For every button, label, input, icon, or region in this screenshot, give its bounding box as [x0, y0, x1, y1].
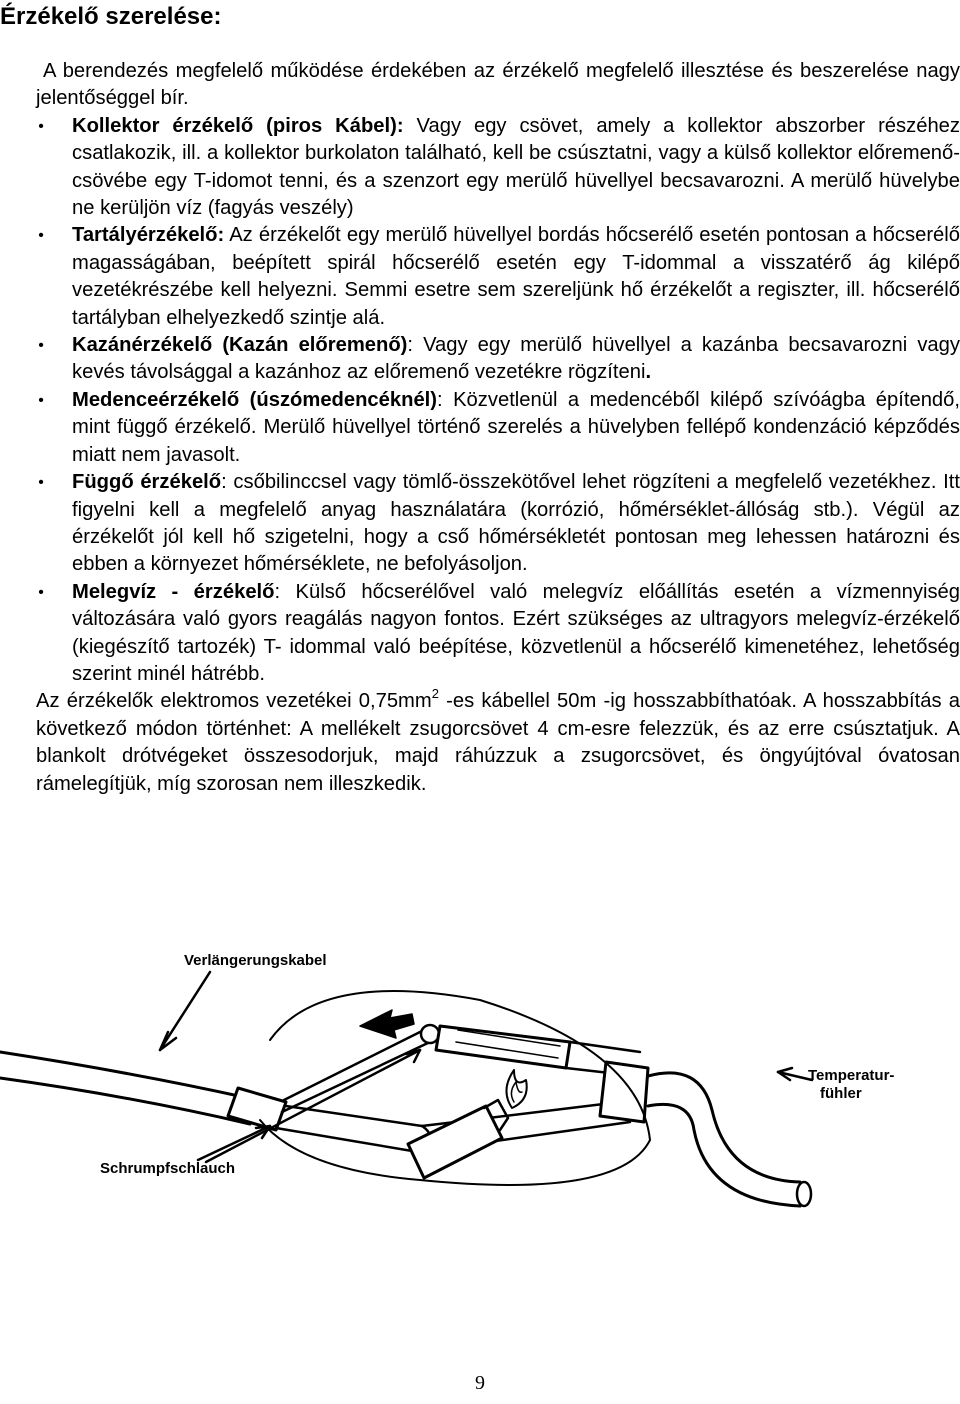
label-extension-cable: Verlängerungskabel — [184, 952, 327, 969]
page-title: Érzékelő szerelése: — [0, 3, 222, 30]
cable-extension-illustration — [0, 930, 960, 1210]
item-text: : Vagy egy merülő hüvellyel a kazánba becsavarozni vagy kevés távolsággal a kazánhoz az előremenő vezetékre rögzíteni — [72, 334, 960, 384]
list-item — [36, 113, 960, 223]
bullet-icon: • — [38, 227, 44, 245]
bullet-icon: • — [38, 474, 44, 492]
item-label: Medenceérzékelő (úszómedencéknél) — [72, 388, 438, 411]
bullet-icon: • — [38, 117, 44, 135]
list-item — [36, 579, 960, 689]
item-label: Kollektor érzékelő (piros Kábel): — [72, 114, 404, 137]
item-tail: . — [645, 361, 652, 384]
item-text: Az érzékelőt egy merülő hüvellyel bordás hőcserélő esetén pontosan a hőcserélő magasságában, beépített spirál hőcserélő esetén egy T-idommal a visszatérő ág kilépő vezetékrészébe kell helyezni. Semmi esetre sem szereljünk hő érzékelőt a regiszter, ill. hőcserélő tartályban elhelyezkedő szintje alá. — [72, 224, 960, 329]
closing-superscript: 2 — [431, 686, 439, 702]
sensor-list — [36, 113, 960, 689]
closing-text-start: Az érzékelők elektromos vezetékei 0,75mm — [36, 690, 432, 713]
list-item — [36, 469, 960, 579]
item-label: Függő érzékelő — [72, 471, 222, 494]
bullet-icon: • — [38, 391, 44, 409]
item-label: Kazánérzékelő (Kazán előremenő) — [72, 334, 408, 357]
item-label: Tartályérzékelő: — [72, 224, 225, 247]
closing-paragraph — [36, 688, 960, 798]
label-temperature-sensor-line2: fühler — [820, 1085, 862, 1102]
item-text: : csőbilinccsel vagy tömlő-összekötővel lehet rögzíteni a megfelelő vezetékhez. Itt figyelni kell a megfelelő anyag használatára (korrózió, hőmérséklet-állóság stb.). Végül az érzékelőt jól kell hő szigetelni, hogy a cső hőmérsékletét pontosan meg lehessen határozni és ebben a környezet hőmérséklete, ne befolyásoljon. — [72, 471, 960, 576]
item-text: : Közvetlenül a medencéből kilépő szívóágba építendő, mint függő érzékelő. Merülő hüvellyel történő szerelés a hüvelyben fellépő kondenzáció képződés miatt nem javasolt. — [72, 388, 960, 466]
page-number: 9 — [475, 1372, 485, 1394]
item-text: : Külső hőcserélővel való melegvíz előállítás esetén a vízmennyiség változására való gyors reagálás nagyon fontos. Ezért szükséges az ultragyors melegvíz-érzékelő (kiegészítő tartozék) T- idommal való beépítése, közvetlenül a hőcserélő kimenetéhez, lehetőség szerint minél hátrébb. — [72, 580, 960, 685]
list-item — [36, 332, 960, 387]
bullet-icon: • — [38, 337, 44, 355]
item-text: Vagy egy csövet, amely a kollektor abszorber részéhez csatlakozik, ill. a kollektor burkolaton található, kell be csúsztatni, vagy a külső kollektor előremenő-csövébe egy T-idomot tenni, és a szenzort egy merülő hüvellyel becsavarozni. A merülő hüvelybe ne kerüljön víz (fagyás veszély) — [72, 114, 960, 220]
body-text — [36, 58, 960, 798]
label-temperature-sensor-line1: Temperatur- — [808, 1067, 895, 1084]
label-shrink-tube: Schrumpfschlauch — [100, 1160, 236, 1177]
intro-paragraph: A berendezés megfelelő működése érdekében az érzékelő megfelelő illesztése és beszerelése nagy jelentőséggel bír. — [36, 60, 960, 110]
list-item — [36, 222, 960, 332]
list-item — [36, 387, 960, 469]
closing-text-end: -es kábellel 50m -ig hosszabbíthatóak. A hosszabbítás a következő módon történhet: A mellékelt zsugorcsövet 4 cm-esre felezzük, és az erre csúsztatjuk. A blankolt drótvégeket összesodorjuk, majd ráhúzzuk a zsugorcsövet, és öngyújtóval óvatosan rámelegítjük, míg szorosan nem illeszkedik. — [36, 690, 960, 795]
bullet-icon: • — [38, 583, 44, 601]
item-label: Melegvíz - érzékelő — [72, 580, 275, 603]
